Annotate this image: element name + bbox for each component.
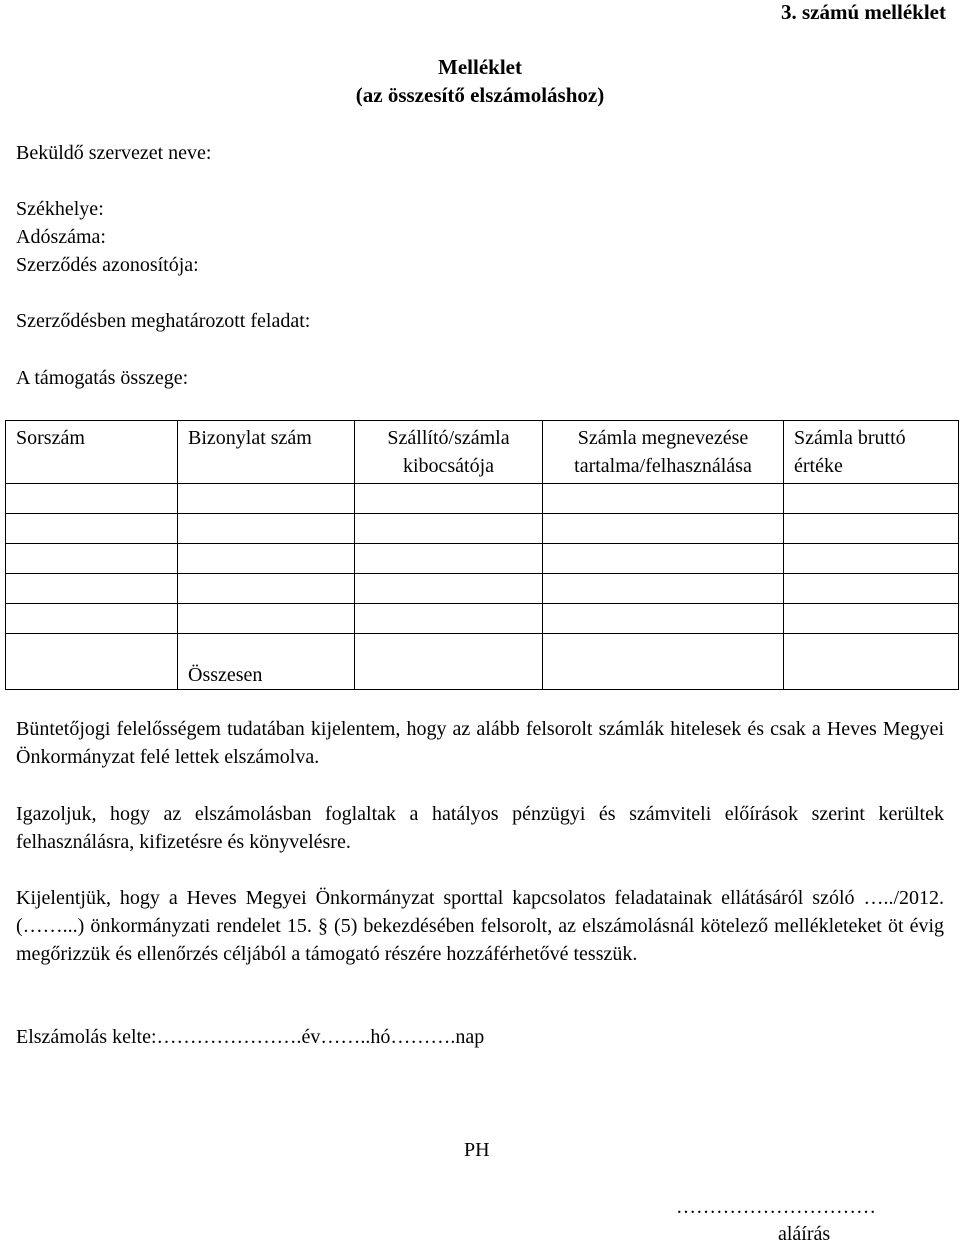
- annex-label: 3. számú melléklet: [780, 0, 946, 24]
- signature-dots: …………………………: [676, 1196, 876, 1218]
- contract-id-field: Szerződés azonosítója:: [16, 254, 199, 276]
- table-row: [6, 544, 959, 574]
- invoice-table: [5, 420, 959, 690]
- tax-number-field: Adószáma:: [16, 226, 106, 248]
- amount-field: A támogatás összege:: [16, 367, 189, 389]
- table-row: [6, 514, 959, 544]
- declaration-paragraph: Büntetőjogi felelősségem tudatában kijelentem, hogy az alább felsorolt számlák hitelesek és csak a Heves Megyei Önkormányzat felé lettek elszámolva.: [16, 718, 944, 768]
- table-row: [6, 484, 959, 514]
- header-invoice-description: Számla megnevezése tartalma/felhasználása: [543, 421, 784, 484]
- header-gross-value: Számla bruttó értéke: [784, 421, 959, 484]
- header-supplier: Szállító/számla kibocsátója: [355, 421, 543, 484]
- header-voucher-number: Bizonylat szám: [178, 421, 355, 484]
- table-row: [6, 574, 959, 604]
- seat-field: Székhelye:: [16, 198, 104, 220]
- document-subtitle: (az összesítő elszámoláshoz): [355, 83, 605, 107]
- settlement-date-line: Elszámolás kelte:………………….év……..hó……….nap: [16, 1026, 485, 1048]
- total-label: Összesen: [178, 634, 355, 690]
- submitter-field: Beküldő szervezet neve:: [16, 142, 212, 164]
- document-title: Melléklet: [438, 55, 522, 79]
- table-header-row: [6, 421, 959, 484]
- signature-label: aláírás: [778, 1223, 831, 1245]
- certification-paragraph: Igazoljuk, hogy az elszámolásban foglaltak a hatályos pénzügyi és számviteli előírások szerint kerültek felhasználásra, kifizetésre és könyvelésre.: [16, 803, 944, 853]
- header-serial: Sorszám: [6, 421, 178, 484]
- table-row: [6, 604, 959, 634]
- statement-paragraph: Kijelentjük, hogy a Heves Megyei Önkormányzat sporttal kapcsolatos feladatainak ellátásáról szóló …../2012. (……...) önkormányzati rendelet 15. § (5) bekezdésében felsorolt, az elszámolásnál kötelező mellékleteket öt évig megőrizzük és ellenőrzés céljából a támogató részére hozzáférhetővé tesszük.: [16, 887, 944, 965]
- table-total-row: [6, 634, 959, 690]
- stamp-label: PH: [464, 1139, 490, 1161]
- task-field: Szerződésben meghatározott feladat:: [16, 310, 311, 332]
